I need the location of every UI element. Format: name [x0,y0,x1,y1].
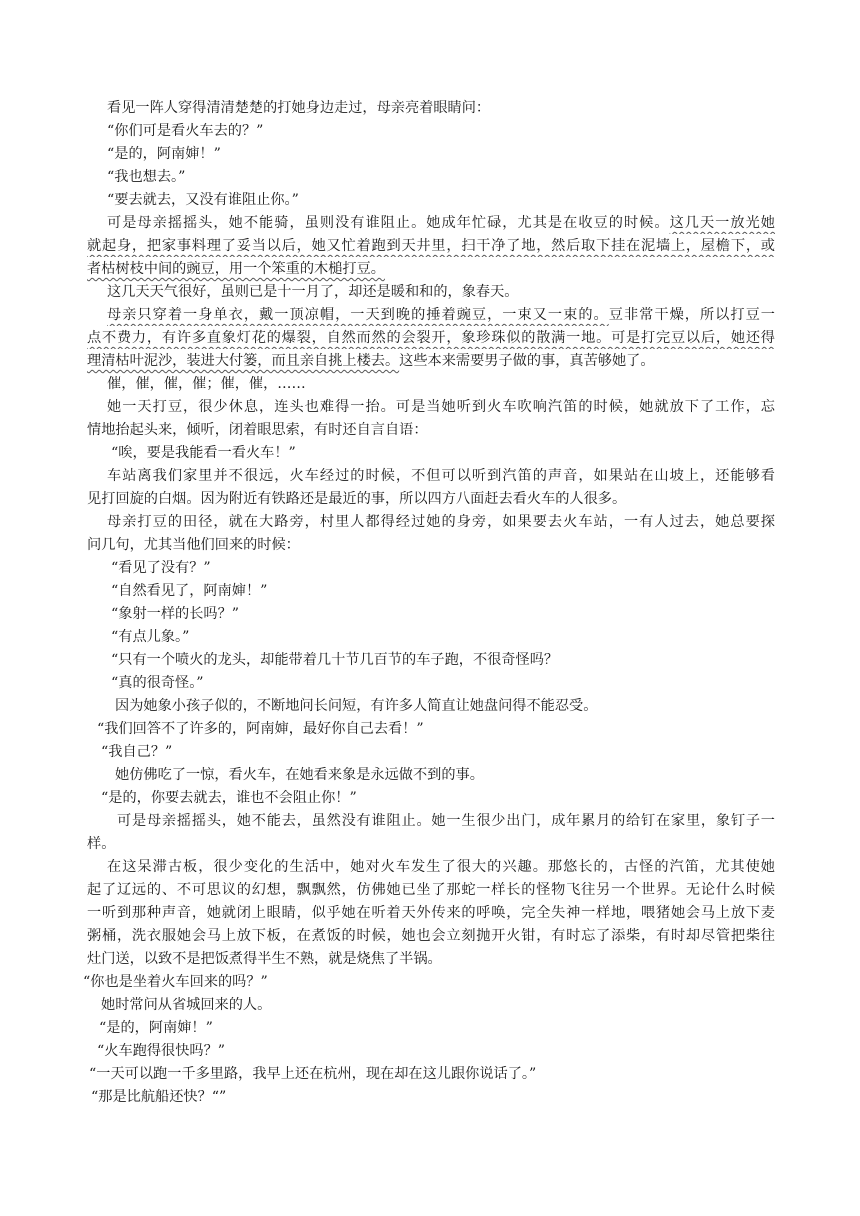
text-line [111,649,558,671]
line-segment: 这几天一放光她 [669,215,775,231]
text-line [87,833,115,855]
line-text: “火车跑得很快吗？” [97,1043,226,1059]
line-text: 这几天天气很好，虽则已是十一月了，却还是暖和和的，象春天。 [107,284,519,300]
line-text: 点不费力，有许多直象灯花的爆裂，自然而然的会裂开，象珍珠似的散满一地。可是打完豆以后，她还得 [87,330,775,346]
text-line [107,120,263,142]
line-text: “我们回答不了许多的，阿南婶，最好你自己去看！” [97,721,424,737]
line-text: “是的，阿南婶！” [99,1020,213,1036]
text-line [107,166,185,188]
text-line [91,1086,226,1108]
text-line [99,1017,213,1039]
line-text: “唉，要是我能看一看火车！” [111,445,296,461]
line-text: “你也是坐着火车回来的吗？” [83,974,268,990]
line-text: 就起身，把家事料理了妥当以后，她又忙着跑到天井里，扫干净了地，然后取下挂在泥墙上，屋檐下，或 [87,238,775,254]
text-line [97,718,424,740]
text-line [107,143,221,165]
line-text: 灶门送，以致不是把饭煮得半生不熟，就是烧焦了半锅。 [87,951,442,967]
line-text: 起了辽远的、不可思议的幻想，飘飘然，仿佛她已坐了那蛇一样长的怪物飞往另一个世界。无论什么时候 [87,882,775,898]
text-line [87,327,775,349]
line-text: 情地抬起头来，倾听，闭着眼思索，有时还自言自语： [87,422,428,438]
line-text: 她仿佛吃了一惊，看火车，在她看来象是永远做不到的事。 [115,767,484,783]
text-line [117,810,775,832]
line-text: “一天可以跑一千多里路，我早上还在杭州，现在却在这儿跟你说话了。” [89,1066,537,1082]
line-text: 催，催，催，催；催，催，…… [107,376,306,392]
text-line [107,212,775,234]
text-line [97,1040,225,1062]
line-text: “有点儿象。” [111,629,190,645]
line-text: 粥桶，洗衣服她会马上放下板，在煮饭的时候，她也会立刻抛开火钳，有时忘了添柴，有时却尽管把柴往 [87,928,775,944]
text-line [107,304,775,326]
text-line [101,741,172,763]
text-line [107,97,490,119]
line-text: “那是比航船还快？“” [91,1089,227,1105]
text-line [87,902,775,924]
text-line [87,925,775,947]
line-text: “象射一样的长吗？” [111,606,240,622]
line-text: 因为她象小孩子似的，不断地问长问短，有许多人简直让她盘问得不能忍受。 [115,698,598,714]
line-text: 母亲打豆的田径，就在大路旁，村里人都得经过她的身旁，如果要去火车站，一有人过去，她总要探 [107,514,775,530]
line-text: “看见了没有？” [111,560,211,576]
text-line [101,994,271,1016]
line-text: “是的，你要去就去，谁也不会阻止你！” [101,790,357,806]
line-text: 可是母亲摇摇头，她不能去，虽然没有谁阻止。她一生很少出门，成年累月的给钉在家里，象钉子一 [117,813,775,829]
text-line [87,235,775,257]
line-text: “要去就去，又没有谁阻止你。” [107,192,299,208]
text-line [111,626,189,648]
line-segment: 母亲只穿着一身单衣，戴一顶凉帽，一天到晚的捶着豌豆，一束又一束的。 [107,307,609,323]
line-text: 样。 [87,836,116,852]
line-text: 她时常问从省城回来的人。 [101,997,272,1013]
line-text: 看见一阵人穿得清清楚楚的打她身边走过，母亲亮着眼睛问： [107,100,491,116]
line-text: “只有一个喷火的龙头，却能带着几十节几百节的车子跑，不很奇怪吗？ [111,652,559,668]
line-text: “我自己？” [101,744,173,760]
text-line [107,281,518,303]
text-line [115,764,484,786]
line-text: 者枯树枝中间的豌豆，用一个笨重的木槌打豆。 [87,261,385,277]
line-segment: 理清枯叶泥沙，装进大付篓，而且亲自挑上楼去。 [87,353,400,369]
line-text: “自然看见了，阿南婶！” [111,583,268,599]
text-line [111,603,239,625]
text-line [107,511,775,533]
text-line [87,488,626,510]
text-line [87,534,300,556]
text-line [87,350,655,372]
line-segment: 豆非常干燥，所以打豆一 [608,307,775,323]
text-line [107,856,775,878]
text-line [101,787,357,809]
line-text: 她一天打豆，很少休息，连头也难得一抬。可是当她听到火车吹响汽笛的时候，她就放下了工作，忘 [107,399,775,415]
text-line [89,1063,536,1085]
line-text: 问几句，尤其当他们回来的时候： [87,537,300,553]
text-line [115,695,597,717]
text-line [107,189,299,211]
line-text: 在这呆滞古板，很少变化的生活中，她对火车发生了很大的兴趣。那悠长的，古怪的汽笛，尤其使她 [107,859,775,875]
text-line [111,580,267,602]
text-line [107,465,775,487]
line-text: “是的，阿南婶！” [107,146,221,162]
line-segment: 这些本来需要男子做的事，真苦够她了。 [399,353,655,369]
text-line [87,258,385,280]
text-line [87,879,775,901]
line-segment: 可是母亲摇摇头，她不能骑，虽则没有谁阻止。她成年忙碌，尤其是在收豆的时候。 [107,215,670,231]
text-line [107,373,306,395]
text-line [87,948,442,970]
line-text: “我也想去。” [107,169,186,185]
text-line [87,419,428,441]
line-text: 见打回旋的白烟。因为附近有铁路还是最近的事，所以四方八面赶去看火车的人很多。 [87,491,627,507]
text-line [107,396,775,418]
text-line [111,672,204,694]
line-text: “真的很奇怪。” [111,675,204,691]
line-text: 车站离我们家里并不很远，火车经过的时候，不但可以听到汽笛的声音，如果站在山坡上，还能够看 [107,468,775,484]
line-text: “你们可是看火车去的？” [107,123,264,139]
line-text: 一听到那种声音，她就闭上眼睛，似乎她在听着天外传来的呼唤，完全失神一样地，喂猪她会马上放下麦 [87,905,775,921]
text-line [83,971,268,993]
text-line [111,557,211,579]
text-line [111,442,296,464]
